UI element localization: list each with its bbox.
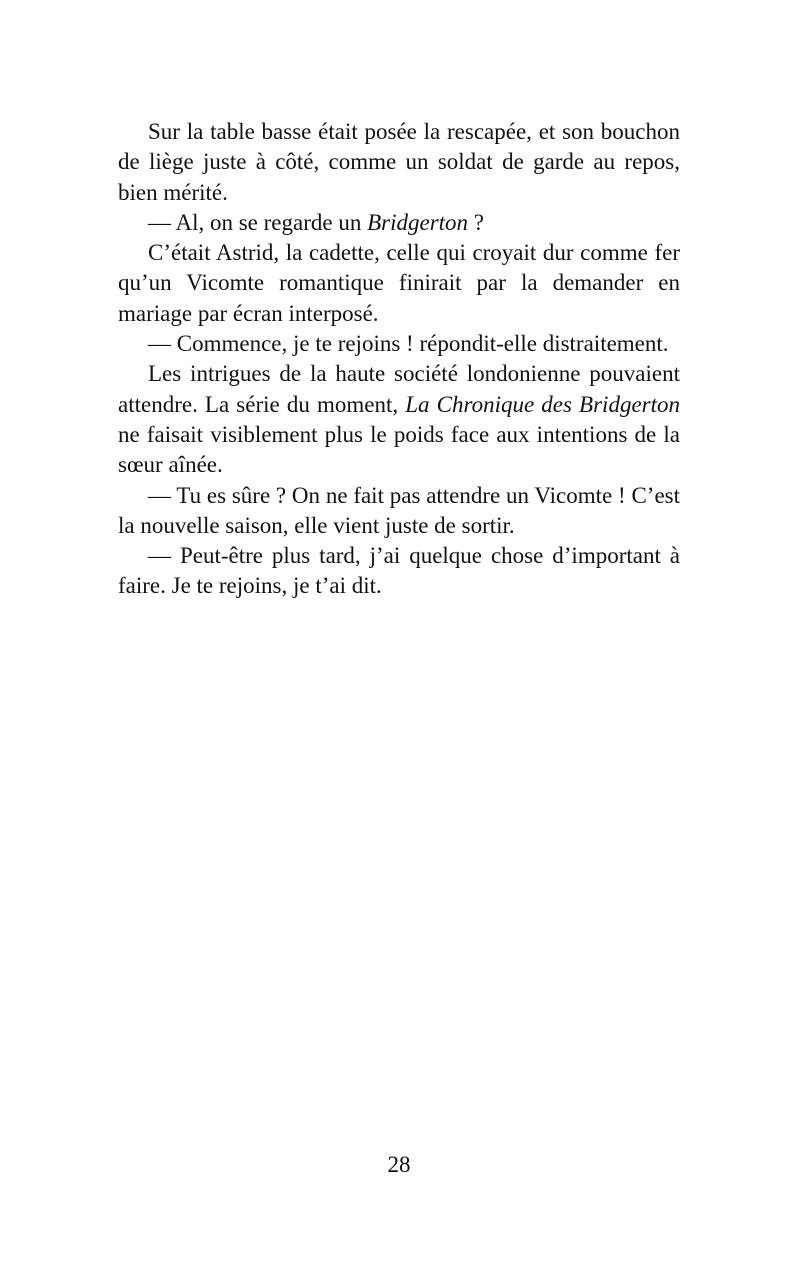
text-run: — Commence, je te rejoins ! répondit-elle distraitement.: [148, 331, 669, 357]
paragraph: [118, 359, 680, 480]
text-run: Les intrigues de la haute société londonienne pouvaient attendre. La série du moment,: [118, 361, 680, 417]
text-run: C’était Astrid, la cadette, celle qui croyait dur comme fer qu’un Vicomte romantique finirait par la demander en mariage par écran interposé.: [118, 240, 680, 326]
paragraph: [118, 329, 680, 359]
paragraph: [118, 238, 680, 329]
text-run: — Peut-être plus tard, j’ai quelque chose d’important à faire. Je te rejoins, je t’ai dit.: [118, 543, 680, 599]
paragraph: [118, 117, 680, 208]
paragraph: [118, 541, 680, 602]
body-text: [118, 117, 680, 602]
italic-title: La Chronique des Bridgerton: [405, 391, 680, 417]
text-run: — Al, on se regarde un: [148, 209, 368, 235]
text-run: — Tu es sûre ? On ne fait pas attendre un Vicomte ! C’est la nouvelle saison, elle vient juste de sortir.: [118, 482, 680, 538]
page-number: 28: [387, 1152, 411, 1177]
text-run: ?: [468, 209, 485, 235]
italic-title: Bridgerton: [367, 209, 469, 235]
text-run: ne faisait visiblement plus le poids face aux intentions de la sœur aînée.: [118, 421, 680, 478]
text-run: Sur la table basse était posée la rescapée, et son bouchon de liège juste à côté, comme un soldat de garde au repos, bien mérité.: [118, 119, 680, 205]
paragraph: [118, 481, 680, 542]
paragraph: [118, 208, 680, 238]
